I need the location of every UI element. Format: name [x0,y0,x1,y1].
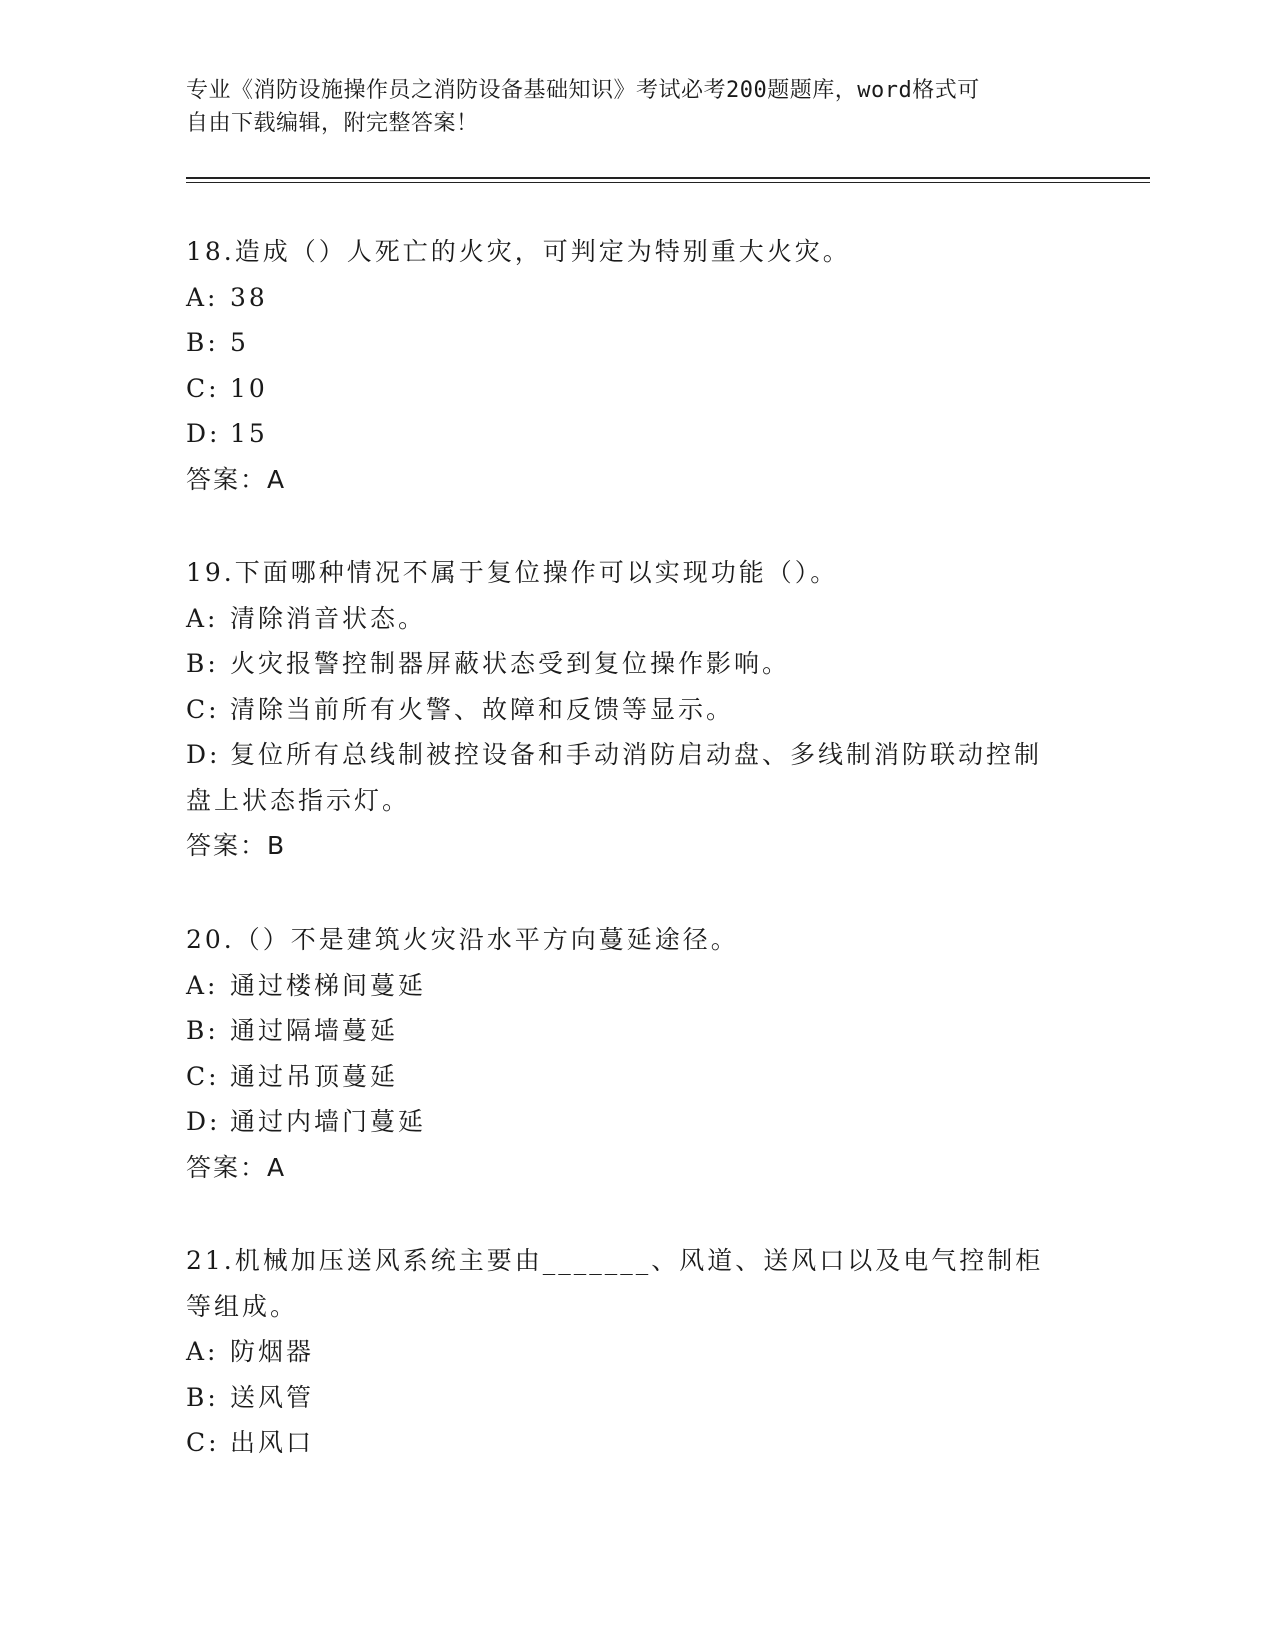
option-c [186,687,1086,733]
header-divider-thick [186,177,1150,179]
option-text: 出风口 [230,1428,315,1457]
question-stem: 21.机械加压送风系统主要由_______、风道、送风口以及电气控制柜 [186,1246,1044,1275]
option-d [186,1099,1086,1145]
answer-line: 答案：A [186,464,287,494]
option-key: C: [186,373,220,403]
option-key: B: [186,1016,219,1045]
option-d [186,411,1086,457]
option-text: 火灾报警控制器屏蔽状态受到复位操作影响。 [230,649,791,678]
option-key: B: [186,328,219,357]
option-text: 清除消音状态。 [230,603,427,633]
question-stem-continuation: 等组成。 [186,1291,299,1321]
header-line-2: 自由下载编辑，附完整答案！ [186,111,479,136]
option-c [186,366,1086,412]
option-a [186,275,1086,321]
option-b [186,1008,1086,1054]
option-text: 38 [230,282,268,312]
option-key: C: [186,1428,220,1457]
answer-line: 答案：B [186,831,287,860]
option-key: A: [186,282,219,312]
question-20 [186,917,1086,1190]
option-b [186,641,1086,687]
question-stem: 20.（）不是建筑火灾沿水平方向蔓延途径。 [186,925,739,954]
option-c [186,1420,1086,1466]
question-stem: 18.造成（）人死亡的火灾，可判定为特别重大火灾。 [186,237,851,266]
option-text: 10 [230,373,268,403]
header-line-1: 专业《消防设施操作员之消防设备基础知识》考试必考200题题库，word格式可 [186,78,980,103]
option-a [186,596,1086,642]
option-key: A: [186,603,219,633]
option-a [186,963,1086,1009]
option-key: D: [186,419,221,448]
question-stem: 19.下面哪种情况不属于复位操作可以实现功能（）。 [186,558,839,587]
option-text: 送风管 [230,1382,315,1412]
option-text: 通过隔墙蔓延 [230,1016,399,1045]
option-key: D: [186,740,221,769]
option-text: 通过楼梯间蔓延 [230,970,427,1000]
option-key: B: [186,1382,219,1412]
option-key: C: [186,694,220,724]
option-text: 复位所有总线制被控设备和手动消防启动盘、多线制消防联动控制 [230,740,1043,769]
option-text: 15 [230,419,268,448]
question-18 [186,229,1086,502]
option-d-continuation: 盘上状态指示灯。 [186,785,411,815]
option-key: D: [186,1107,221,1136]
option-key: A: [186,970,219,1000]
option-b [186,320,1086,366]
option-a [186,1329,1086,1375]
option-d [186,732,1086,778]
option-text: 5 [230,328,249,357]
answer-line: 答案：A [186,1152,287,1182]
question-21 [186,1238,1086,1466]
option-key: C: [186,1061,220,1091]
option-c [186,1054,1086,1100]
question-19 [186,550,1086,868]
document-header [186,74,1086,140]
option-text: 通过内墙门蔓延 [230,1107,427,1136]
option-text: 通过吊顶蔓延 [230,1061,399,1091]
header-divider-thin [186,182,1150,183]
option-b [186,1375,1086,1421]
option-key: A: [186,1337,219,1366]
option-key: B: [186,649,219,678]
option-text: 防烟器 [230,1337,315,1366]
option-text: 清除当前所有火警、故障和反馈等显示。 [230,694,735,724]
